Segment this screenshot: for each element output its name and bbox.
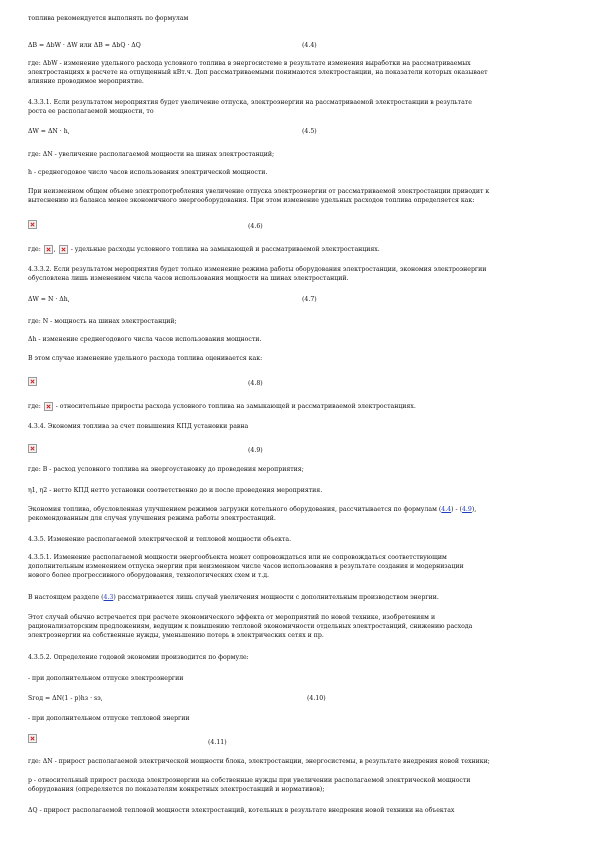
definition-text: - удельные расходы условного топлива на замыкающей и рассматриваемой электростанциях. [70,246,380,253]
text-line: где: B - расход условного топлива на энергоустановку до проведения мероприятия; [28,466,304,473]
text-fragment: ) рассматривается лишь случай увеличения мощности с дополнительным производством энергии. [113,594,439,601]
text-line: Этот случай обычно встречается при расчете экономического эффекта от мероприятий по новой технике, изобретениям и [28,614,436,621]
text-line: p - относительный прирост расхода электроэнергии на собственные нужды при увеличении располагаемой электрической мощности [28,777,471,784]
text-line: роста ее располагаемой мощности, то [28,108,154,115]
broken-image-icon [28,734,37,743]
section-heading: 4.3.5.1. Изменение располагаемой мощности энергообъекта может сопровождаться или не сопровождаться соответствующим [28,554,447,561]
formula-link-4-4[interactable]: 4.4 [441,506,452,513]
text-fragment: В настоящем разделе ( [28,594,104,601]
text-fragment: ) - ( [451,506,462,513]
text-line: - при дополнительном отпуске электроэнергии [28,675,184,682]
text-line: обусловлена лишь изменением числа часов использования мощности на шинах электростанций. [28,275,349,282]
equation-4-5: ΔW = ΔN · h, [28,128,70,135]
text-line [28,505,563,514]
broken-image-icon [28,220,37,229]
section-heading: 4.3.3.2. Если результатом мероприятия будет только изменение режима работы оборудования электростанции, экономия электроэнергии [28,266,487,273]
text-line [28,593,563,602]
equation-number: (4.4) [302,42,317,49]
text-line: При неизменном общем объеме электропотребления увеличение отпуска электроэнергии от рассматриваемой электростанции приводит к [28,188,490,195]
text-line: влияние проводимое мероприятие. [28,78,144,85]
text-line: h - среднегодовое число часов использования электрической мощности. [28,169,268,176]
broken-image-icon [28,377,37,386]
broken-image-icon [44,402,53,411]
text-line: - при дополнительном отпуске тепловой энергии [28,715,190,722]
equation-number: (4.10) [307,695,326,702]
broken-image-icon [44,245,53,254]
text-line: нового более прогрессивного оборудования, технологических схем и т.д. [28,572,269,579]
text-line: ΔQ - прирост располагаемой тепловой мощности электростанций, котельных в результате внедрения новой техники на объектах [28,807,455,814]
equation-number: (4.8) [248,380,263,387]
text-line: η1, η2 - нетто КПД нетто установки соответственно до и после проведения мероприятия. [28,487,323,494]
equation-4-7: ΔW = N · Δh, [28,296,70,303]
text-line: где: ΔN - прирост располагаемой электрической мощности блока, электростанции, энергосистемы, в результате внедрения новой техники; [28,758,490,765]
text-line: где: ΔbW - изменение удельного расхода условного топлива в энергосистеме в результате изменения выработки на рассматриваемых [28,60,471,67]
where-label: где: [28,403,41,410]
text-line: электроэнергии на собственные нужды, уменьшению потерь в электрических сетях и пр. [28,632,324,639]
text-line: где: ΔN - увеличение располагаемой мощности на шинах электростанций; [28,151,275,158]
equation-number: (4.6) [248,223,263,230]
text-line: где: N - мощность на шинах электростанций; [28,318,177,325]
section-heading: 4.3.4. Экономия топлива за счет повышения КПД установки равна [28,423,249,430]
section-link-4-3[interactable]: 4.3 [103,594,114,601]
text-line: оборудования (определяется по показателям конкретных электростанций и нормативов); [28,786,325,793]
section-heading: 4.3.5.2. Определение годовой экономии производится по формуле: [28,654,249,661]
formula-link-4-9[interactable]: 4.9 [461,506,472,513]
definition-text: - относительные приросты расхода условного топлива на замыкающей и рассматриваемой электростанциях. [55,403,416,410]
equation-number: (4.11) [208,739,227,746]
equation-number: (4.7) [302,296,317,303]
text-line: рекомендованным для случая улучшения режима работы электростанций. [28,515,276,522]
text-fragment: ), [471,506,477,513]
text-line: топлива рекомендуется выполнять по формулам [28,15,189,22]
equation-4-10: Sгод = ΔN(1 - p)hз · sэ, [28,695,103,702]
broken-image-icon [59,245,68,254]
text-line: дополнительным изменением отпуска энергии при неизменном числе часов использования в результате создания и модернизации [28,563,464,570]
equation-number: (4.9) [248,447,263,454]
text-line [28,402,563,411]
text-line: Δh - изменение среднегодового числа часов использования мощности. [28,336,262,343]
equation-4-4: ΔB = ΔbW · ΔW или ΔB = ΔbQ · ΔQ [28,42,141,49]
text-line: рационализаторским предложениям, ведущим к повышению тепловой экономичности отдельных электростанций, снижению расхода [28,623,473,630]
section-heading: 4.3.5. Изменение располагаемой электрической и тепловой мощности объекта. [28,536,292,543]
text-line: где: , - удельные расходы условного топлива на замыкающей и рассматриваемой электростанциях. [28,246,380,253]
where-label: где: [28,246,41,253]
text-fragment: Экономия топлива, обусловленная улучшением режимов загрузки котельного оборудования, рассчитывается по формулам ( [28,506,442,513]
broken-image-icon [28,444,37,453]
section-heading: 4.3.3.1. Если результатом мероприятия будет увеличение отпуска, электроэнергии на рассматриваемой электростанции в результате [28,99,472,106]
text-line: В этом случае изменение удельного расхода топлива оценивается как: [28,355,263,362]
equation-number: (4.5) [302,128,317,135]
text-line: электростанциях в расчете на отпущенный кВт.ч. Доп рассматриваемыми понимаются электростанции, на показатели которых оказывает [28,69,488,76]
text-line: вытеснению из баланса менее экономичного энергооборудования. При этом изменение удельных расходов топлива определяется как: [28,197,475,204]
